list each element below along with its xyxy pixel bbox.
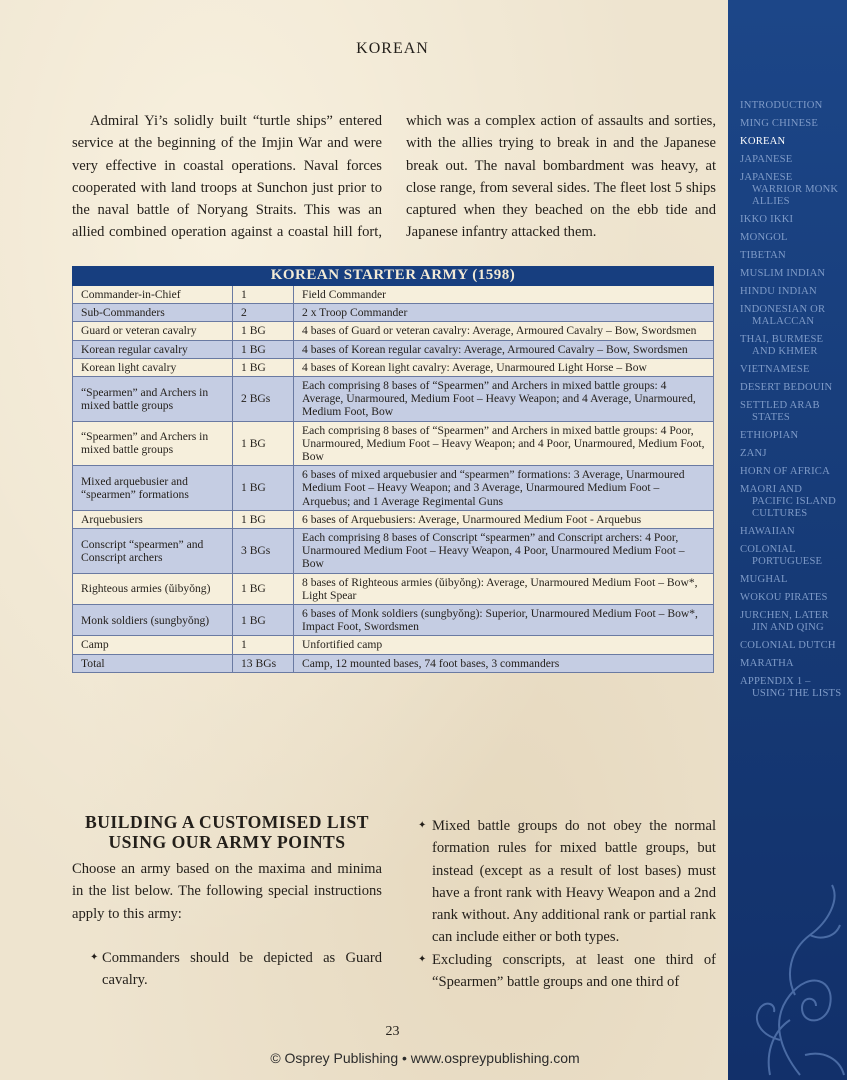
desc-cell: 6 bases of Arquebusiers: Average, Unarmoured Medium Foot - Arquebus <box>294 510 714 528</box>
qty-cell: 1 BG <box>233 466 294 511</box>
table-row <box>73 605 714 636</box>
table-row <box>73 529 714 574</box>
sidebar-item[interactable] <box>740 382 844 394</box>
bullet-icon: ✦ <box>418 953 427 965</box>
intro-text <box>72 110 716 244</box>
sidebar-item[interactable] <box>740 574 844 586</box>
sidebar-item[interactable] <box>740 430 844 442</box>
table-row <box>73 510 714 528</box>
desc-cell: Camp, 12 mounted bases, 74 foot bases, 3 commanders <box>294 654 714 672</box>
sidebar-item-label: SETTLED ARAB <box>740 399 820 411</box>
chapter-nav-list <box>740 100 844 706</box>
sidebar-item-label: ZANJ <box>740 447 767 459</box>
table-row <box>73 322 714 340</box>
table-row <box>73 340 714 358</box>
desc-cell: Field Commander <box>294 286 714 304</box>
sidebar-item[interactable] <box>740 526 844 538</box>
sidebar-item[interactable] <box>740 268 844 280</box>
ornament-swirl-icon <box>740 880 847 1080</box>
unit-cell: Sub-Commanders <box>73 304 233 322</box>
sidebar-item-label: MUSLIM INDIAN <box>740 267 826 279</box>
sidebar-item[interactable] <box>740 484 844 521</box>
table-row <box>73 358 714 376</box>
sidebar-item[interactable] <box>740 172 844 209</box>
sidebar-item[interactable] <box>740 448 844 460</box>
sidebar-item-label: MONGOL <box>740 231 788 243</box>
unit-cell: Commander-in-Chief <box>73 286 233 304</box>
sidebar-item[interactable] <box>740 118 844 130</box>
sidebar-item[interactable] <box>740 250 844 262</box>
sidebar-item-label: VIETNAMESE <box>740 363 810 375</box>
sidebar-item-label: IKKO IKKI <box>740 214 794 226</box>
qty-cell: 1 BG <box>233 573 294 604</box>
table-row <box>73 286 714 304</box>
qty-cell: 13 BGs <box>233 654 294 672</box>
table-row <box>73 573 714 604</box>
unit-cell: “Spearmen” and Archers in mixed battle groups <box>73 377 233 422</box>
desc-cell: 4 bases of Korean light cavalry: Average, Unarmoured Light Horse – Bow <box>294 358 714 376</box>
sidebar-item-label: JAPANESE <box>740 153 793 165</box>
sidebar-item[interactable] <box>740 364 844 376</box>
footer-credit: © Osprey Publishing • www.ospreypublishing.com <box>270 1050 580 1066</box>
section-paragraph: Choose an army based on the maxima and minima in the list below. The following special instructions apply to this army: <box>72 861 382 922</box>
table-title: KOREAN STARTER ARMY (1598) <box>73 267 714 286</box>
sidebar-item-label-line2: WARRIOR MONK ALLIES <box>752 183 839 208</box>
sidebar-item[interactable] <box>740 640 844 652</box>
sidebar-item-label: ETHIOPIAN <box>740 429 799 441</box>
qty-cell: 2 BGs <box>233 377 294 422</box>
sidebar-item[interactable] <box>740 286 844 298</box>
desc-cell: 4 bases of Korean regular cavalry: Average, Armoured Cavalry – Bow, Swordsmen <box>294 340 714 358</box>
bullet-icon: ✦ <box>418 820 427 831</box>
sidebar-item-label-line2: STATES <box>752 411 791 423</box>
list-item <box>406 949 716 994</box>
desc-cell: 8 bases of Righteous armies (ŭibyŏng): Average, Unarmoured Medium Foot – Bow*, Light Spear <box>294 573 714 604</box>
sidebar-item[interactable] <box>740 214 844 226</box>
bullet-text: Excluding conscripts, at least one third of “Spearmen” battle groups and one third of <box>432 951 716 991</box>
qty-cell: 1 BG <box>233 510 294 528</box>
unit-cell: Arquebusiers <box>73 510 233 528</box>
unit-cell: Righteous armies (ŭibyŏng) <box>73 573 233 604</box>
qty-cell: 1 BG <box>233 605 294 636</box>
table-row <box>73 421 714 466</box>
sidebar-item-label: HORN OF AFRICA <box>740 465 830 477</box>
sidebar-item[interactable] <box>740 544 844 569</box>
table-row <box>73 466 714 511</box>
qty-cell: 1 <box>233 286 294 304</box>
customised-list-section <box>72 812 382 991</box>
desc-cell: 2 x Troop Commander <box>294 304 714 322</box>
sidebar-item-label-line2: PORTUGUESE <box>752 556 823 568</box>
sidebar-item-label: KOREAN <box>740 135 786 147</box>
unit-cell: “Spearmen” and Archers in mixed battle groups <box>73 421 233 466</box>
sidebar-item[interactable] <box>740 676 844 701</box>
qty-cell: 1 BG <box>233 340 294 358</box>
bullet-text: Mixed battle groups do not obey the normal formation rules for mixed battle groups, but instead (except as a result of lost bases) must have a front rank with Heavy Weapon and a 2nd rank without. Any additional rank or partial rank can include either or both types. <box>432 818 716 946</box>
sidebar-item-label: INDONESIAN OR <box>740 303 826 315</box>
sidebar-item-label: INTRODUCTION <box>740 100 823 111</box>
sidebar-item[interactable] <box>740 610 844 635</box>
qty-cell: 1 BG <box>233 358 294 376</box>
bullet-text: Commanders should be depicted as Guard cavalry. <box>102 949 382 989</box>
sidebar-item-label: MARATHA <box>740 657 794 669</box>
unit-cell: Monk soldiers (sungbyŏng) <box>73 605 233 636</box>
sidebar-item-label: MAORI AND <box>740 483 803 495</box>
sidebar-item-label: MUGHAL <box>740 574 788 586</box>
sidebar-item[interactable] <box>740 232 844 244</box>
unit-cell: Guard or veteran cavalry <box>73 322 233 340</box>
sidebar-item[interactable] <box>740 658 844 670</box>
qty-cell: 3 BGs <box>233 529 294 574</box>
qty-cell: 2 <box>233 304 294 322</box>
unit-cell: Korean regular cavalry <box>73 340 233 358</box>
sidebar-item-label: JAPANESE <box>740 171 793 183</box>
running-head: KOREAN <box>356 40 429 57</box>
bullet-icon: ✦ <box>90 951 99 963</box>
section-heading-line2: USING OUR ARMY POINTS <box>108 832 346 852</box>
unit-cell: Conscript “spearmen” and Conscript archers <box>73 529 233 574</box>
desc-cell: Each comprising 8 bases of “Spearmen” and Archers in mixed battle groups: 4 Poor, Unarmoured, Medium Foot – Heavy Weapon; and 4 Poor, Unarmoured, Medium Foot, Bow <box>294 421 714 466</box>
intro-paragraph: Admiral Yi’s solidly built “turtle ships” entered service at the beginning of the Imjin War and were very effective in coastal operations. Naval forces cooperated with land troops at Sunchon just prior to the naval battle of Noryang Straits. This was an allied combined operation against a coastal hill fort, which was a complex action of assaults and sorties, with the allies trying to break in and the Japanese break out. The naval bombardment was heavy, at close range, from several sides. The fleet lost 5 ships captured when they beached on the ebb tide and Japanese infantry attacked them. <box>72 113 716 241</box>
sidebar-item-label: DESERT BEDOUIN <box>740 381 833 393</box>
qty-cell: 1 <box>233 636 294 654</box>
desc-cell: Each comprising 8 bases of “Spearmen” and Archers in mixed battle groups: 4 Average, Unarmoured, Medium Foot – Heavy Weapon; and 4 Average, Unarmoured, Medium Foot, Bow <box>294 377 714 422</box>
sidebar-item[interactable] <box>740 154 844 166</box>
sidebar-item-label: COLONIAL <box>740 543 796 555</box>
table-row <box>73 654 714 672</box>
sidebar-item-label: WOKOU PIRATES <box>740 591 828 603</box>
sidebar-item[interactable] <box>740 466 844 478</box>
unit-cell: Mixed arquebusier and “spearmen” formations <box>73 466 233 511</box>
sidebar-item[interactable] <box>740 304 844 329</box>
sidebar-item-label: MING CHINESE <box>740 117 819 129</box>
page-number: 23 <box>385 1024 400 1039</box>
sidebar-item-label-line2: JIN AND QING <box>752 622 824 634</box>
sidebar-item-label-line2: AND KHMER <box>752 345 818 357</box>
qty-cell: 1 BG <box>233 421 294 466</box>
qty-cell: 1 BG <box>233 322 294 340</box>
desc-cell: 6 bases of Monk soldiers (sungbyŏng): Superior, Unarmoured Medium Foot – Bow*, Impact Foot, Swordsmen <box>294 605 714 636</box>
sidebar-item-label: THAI, BURMESE <box>740 333 824 345</box>
unit-cell: Korean light cavalry <box>73 358 233 376</box>
sidebar-item-label: HAWAIIAN <box>740 526 795 537</box>
list-item <box>72 947 382 992</box>
sidebar-item[interactable] <box>740 592 844 604</box>
table-row <box>73 377 714 422</box>
unit-cell: Total <box>73 654 233 672</box>
sidebar-item[interactable] <box>740 400 844 425</box>
sidebar-item[interactable] <box>740 136 844 148</box>
table-row <box>73 304 714 322</box>
bullet-list-left <box>72 947 382 992</box>
unit-cell: Camp <box>73 636 233 654</box>
sidebar-item-label: JURCHEN, LATER <box>740 609 829 621</box>
sidebar-item-label-line2: MALACCAN <box>752 315 815 327</box>
customised-list-column-2 <box>406 815 716 993</box>
bullet-list-right <box>406 815 716 993</box>
starter-army-table <box>72 266 714 673</box>
desc-cell: Each comprising 8 bases of Conscript “spearmen” and Conscript archers: 4 Poor, Unarmoured Medium Foot – Heavy Weapon, 4 Poor, Unarmoured Medium Foot – Bow <box>294 529 714 574</box>
table-row <box>73 636 714 654</box>
sidebar-item-label-line2: PACIFIC ISLAND CULTURES <box>752 495 836 520</box>
sidebar-item[interactable] <box>740 100 844 112</box>
section-heading <box>72 812 382 852</box>
desc-cell: Unfortified camp <box>294 636 714 654</box>
sidebar-item-label-line2: USING THE LISTS <box>752 688 842 700</box>
sidebar-item[interactable] <box>740 334 844 359</box>
sidebar-item-label: TIBETAN <box>740 249 786 261</box>
desc-cell: 6 bases of mixed arquebusier and “spearmen” formations: 3 Average, Unarmoured Medium Foot – Heavy Weapon; and 3 Average, Unarmoured Medium Foot – Arquebus; and 1 Average Regimental Guns <box>294 466 714 511</box>
list-item <box>406 815 716 949</box>
sidebar-item-label: APPENDIX 1 – <box>740 675 811 687</box>
sidebar-item-label: HINDU INDIAN <box>740 285 817 297</box>
sidebar-item-label: COLONIAL DUTCH <box>740 640 836 652</box>
desc-cell: 4 bases of Guard or veteran cavalry: Average, Armoured Cavalry – Bow, Swordsmen <box>294 322 714 340</box>
section-heading-line1: BUILDING A CUSTOMISED LIST <box>84 812 369 832</box>
